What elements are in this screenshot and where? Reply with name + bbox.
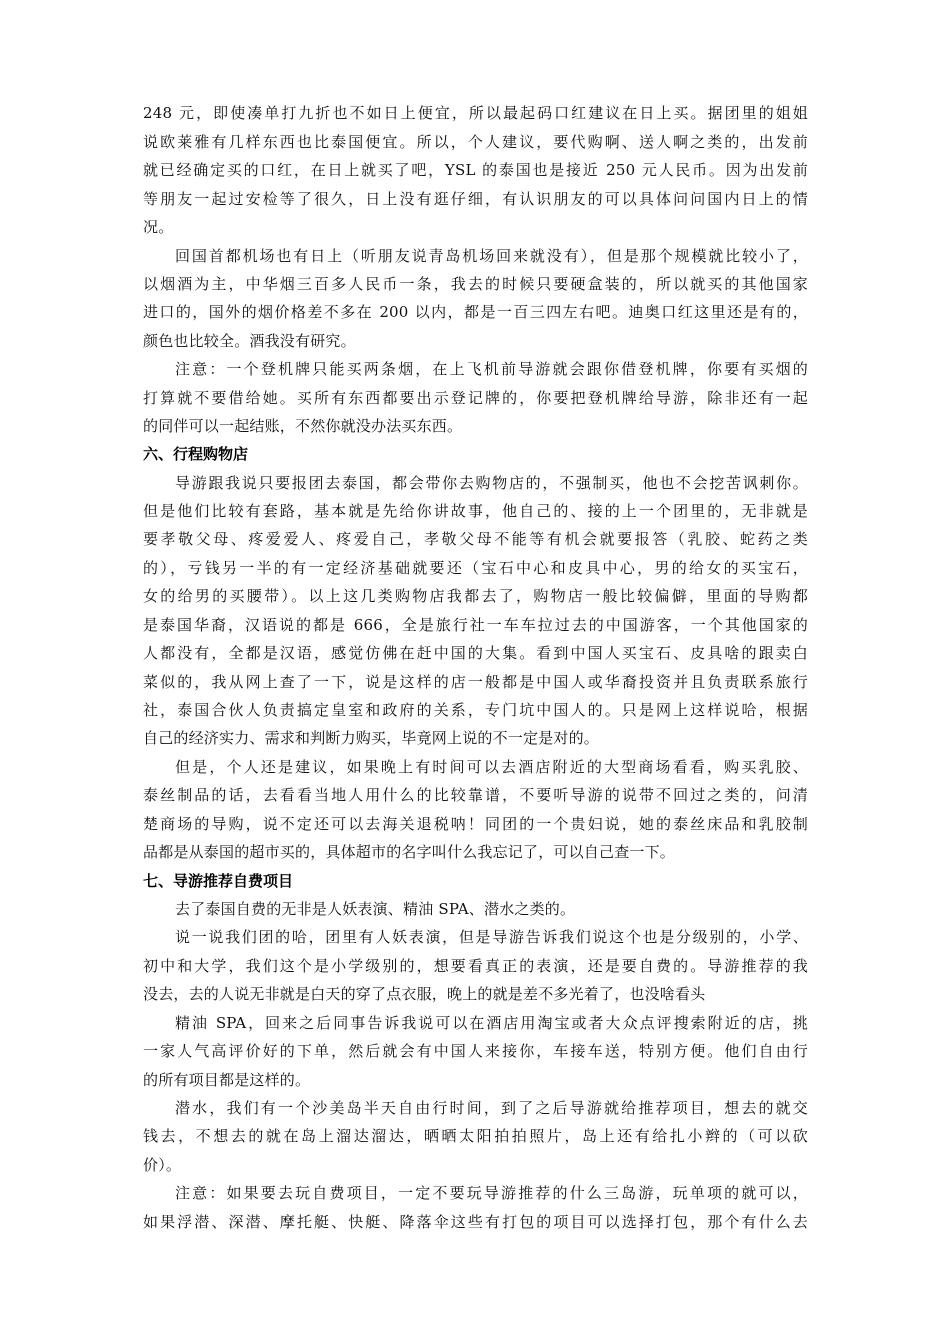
text-line: 去了泰国自费的无非是人妖表演、精油 SPA、潜水之类的。	[175, 900, 576, 918]
text-line: 精油 SPA，回来之后同事告诉我说可以在酒店用淘宝或者大众点评搜索附近的店，挑	[175, 1014, 808, 1032]
text-line: 菜似的，我从网上查了一下，说是这样的店一般都是中国人或华裔投资并且负责联系旅行	[143, 673, 808, 691]
text-line: 潜水，我们有一个沙美岛半天自由行时间，到了之后导游就给推荐项目，想去的就交	[175, 1099, 808, 1117]
text-line: 导游跟我说只要报团去泰国，都会带你去购物店的，不强制买，他也不会挖苦讽刺你。	[175, 474, 808, 492]
text-line: 说欧莱雅有几样东西也比泰国便宜。所以，个人建议，要代购啊、送人啊之类的，出发前	[143, 133, 808, 151]
text-line: 248 元，即使凑单打九折也不如日上便宜，所以最起码口红建议在日上买。据团里的姐姐	[143, 104, 808, 122]
text-line: 初中和大学，我们这个是小学级别的，想要看真正的表演，还是要自费的。导游推荐的我	[143, 957, 808, 975]
text-line: 女的给男的买腰带）。以上这几类购物店我都去了，购物店一般比较偏僻，里面的导购都	[143, 587, 808, 605]
text-line: 但是他们比较有套路，基本就是先给你讲故事，他自己的、接的上一个团里的，无非就是	[143, 502, 808, 520]
text-line: 一家人气高评价好的下单，然后就会有中国人来接你，车接车送，特别方便。他们自由行	[143, 1042, 808, 1060]
text-line: 等朋友一起过安检等了很久，日上没有逛仔细，有认识朋友的可以具体问问国内日上的情	[143, 190, 808, 208]
text-line: 打算就不要借给她。买所有东西都要出示登记牌的，你要把登机牌给导游，除非还有一起	[143, 389, 808, 407]
text-line: 人都没有，全都是汉语，感觉仿佛在赶中国的大集。看到中国人买宝石、皮具啥的跟卖白	[143, 644, 808, 662]
text-line: 回国首都机场也有日上（听朋友说青岛机场回来就没有），但是那个规模就比较小了，	[175, 247, 808, 265]
text-line: 注意：如果要去玩自费项目，一定不要玩导游推荐的什么三岛游，玩单项的就可以，	[175, 1184, 808, 1202]
text-line: 但是，个人还是建议，如果晚上有时间可以去酒店附近的大型商场看看，购买乳胶、	[175, 758, 808, 776]
text-line: 以烟酒为主，中华烟三百多人民币一条，我去的时候只要硬盒装的，所以就买的其他国家	[143, 275, 808, 293]
text-line: 的同伴可以一起结账，不然你就没办法买东西。	[143, 417, 463, 435]
section-heading: 六、行程购物店	[143, 445, 249, 463]
text-line: 颜色也比较全。酒我没有研究。	[143, 332, 356, 350]
text-line: 是泰国华裔，汉语说的都是 666，全是旅行社一车车拉过去的中国游客，一个其他国家的	[143, 616, 808, 634]
text-line: 进口的，国外的烟价格差不多在 200 以内，都是一百三四左右吧。迪奥口红这里还是有的，	[143, 303, 808, 321]
text-line: 品都是从泰国的超市买的，具体超市的名字叫什么我忘记了，可以自己查一下。	[143, 843, 676, 861]
text-line: 的），亏钱另一半的有一定经济基础就要还（宝石中心和皮具中心，男的给女的买宝石，	[143, 559, 808, 577]
text-line: 楚商场的导购，说不定还可以去海关退税呐！同团的一个贵妇说，她的泰丝床品和乳胶制	[143, 815, 808, 833]
text-line: 要孝敬父母、疼爱爱人、疼爱自己，孝敬父母不能等有机会就要报答（乳胶、蛇药之类	[143, 530, 808, 548]
text-line: 就已经确定买的口红，在日上就买了吧，YSL 的泰国也是接近 250 元人民币。因为出发前	[143, 161, 808, 179]
text-line: 社，泰国合伙人负责搞定皇室和政府的关系，专门坑中国人的。只是网上这样说哈，根据	[143, 701, 808, 719]
section-heading: 七、导游推荐自费项目	[143, 872, 294, 890]
text-line: 如果浮潜、深潜、摩托艇、快艇、降落伞这些有打包的项目可以选择打包，那个有什么去	[143, 1213, 808, 1231]
text-line: 泰丝制品的话，去看看当地人用什么的比较靠谱，不要听导游的说带不回过之类的，问清	[143, 786, 808, 804]
text-line: 自己的经济实力、需求和判断力购买，毕竟网上说的不一定是对的。	[143, 729, 600, 747]
text-line: 钱去，不想去的就在岛上溜达溜达，晒晒太阳拍拍照片，岛上还有给扎小辫的（可以砍	[143, 1127, 808, 1145]
text-line: 注意：一个登机牌只能买两条烟，在上飞机前导游就会跟你借登机牌，你要有买烟的	[175, 360, 808, 378]
text-line: 没去，去的人说无非就是白天的穿了点衣服，晚上的就是差不多光着了，也没啥看头	[143, 985, 706, 1003]
text-line: 说一说我们团的哈，团里有人妖表演，但是导游告诉我们说这个也是分级别的，小学、	[175, 928, 808, 946]
text-line: 的所有项目都是这样的。	[143, 1071, 311, 1089]
text-line: 况。	[143, 218, 174, 236]
text-line: 价）。	[143, 1156, 182, 1174]
